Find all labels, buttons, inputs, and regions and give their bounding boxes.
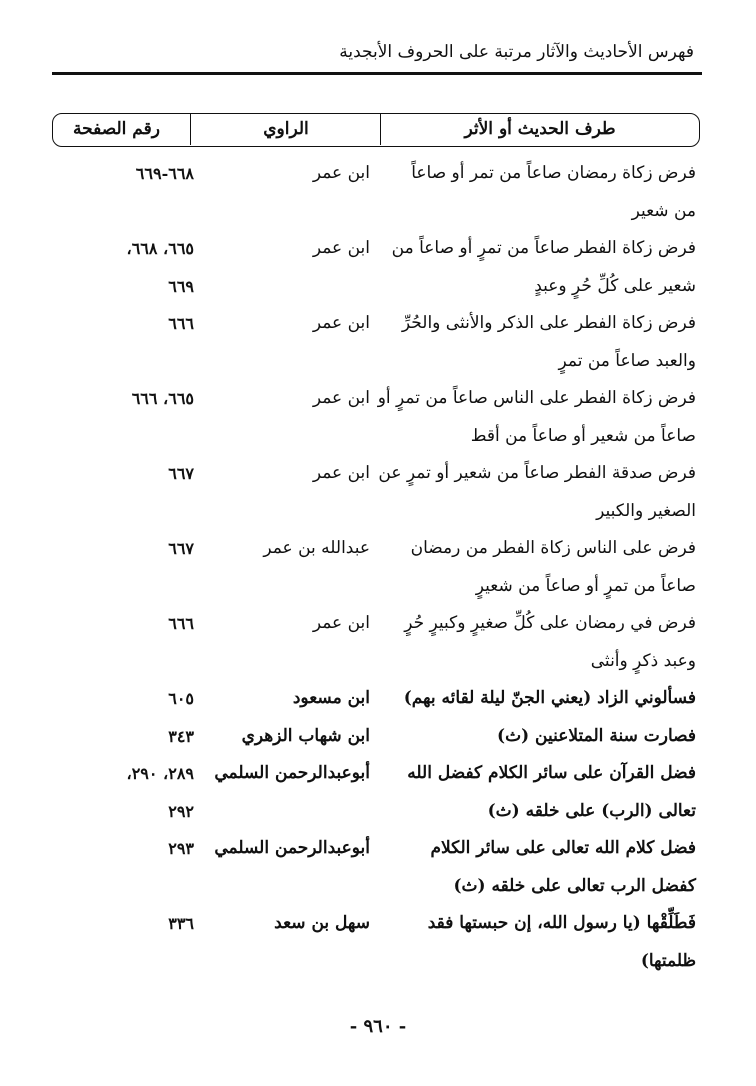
table-row-line [52,680,700,718]
table-row-line [52,155,700,193]
table-row-line [52,830,700,868]
header-rule [52,72,702,75]
page-header-title: فهرس الأحاديث والآثار مرتبة على الحروف الأبجدية [339,42,694,62]
page-reference: ٦٦٧ [168,464,194,483]
table-row [52,305,700,380]
table-row-line [52,605,700,643]
hadith-text: ظلمتها) [640,950,696,971]
hadith-text: فرض على الناس زكاة الفطر من رمضان [410,538,696,558]
narrator-name: أبوعبدالرحمن السلمي [214,838,370,858]
hadith-text: فرض صدقة الفطر صاعاً من شعير أو تمرٍ عن [378,463,696,483]
hadith-text: الصغير والكبير [596,500,696,521]
table-row-line [52,268,700,306]
hadith-text: وعبد ذكرٍ وأنثى [590,650,696,671]
table-row-line [52,793,700,831]
narrator-name: أبوعبدالرحمن السلمي [214,763,370,783]
hadith-text: فصارت سنة المتلاعنين (ث) [497,725,696,746]
table-row-line [52,193,700,231]
hadith-text: كفضل الرب تعالى على خلقه (ث) [453,875,696,896]
narrator-name: ابن عمر [312,613,370,633]
table-row [52,830,700,905]
table-row-line [52,568,700,606]
index-table-body [52,155,700,980]
table-row [52,755,700,830]
narrator-name: ابن عمر [312,388,370,408]
narrator-name: سهل بن سعد [274,913,370,933]
hadith-text: تعالى (الرب) على خلقه (ث) [487,800,696,821]
table-row-line [52,643,700,681]
hadith-text: فرض زكاة الفطر على الذكر والأنثى والحُرِّ [401,313,696,333]
table-row [52,155,700,230]
table-row [52,530,700,605]
hadith-text: صاعاً من تمرٍ أو صاعاً من شعيرٍ [475,575,696,596]
table-row [52,605,700,680]
page-reference: ٦٦٦ [168,314,194,333]
narrator-name: عبدالله بن عمر [263,538,370,558]
column-header-hadith: طرف الحديث أو الأثر [380,114,699,145]
page-reference: ٣٤٣ [168,726,194,746]
table-row-line [52,380,700,418]
page-reference: ٦٦٩ [168,276,194,296]
page-reference: ٢٩٢ [168,801,194,821]
table-row-line [52,455,700,493]
column-header-narrator: الراوي [190,114,381,145]
page-reference: ٦٦٨-٦٦٩ [135,164,194,183]
table-row-line [52,718,700,756]
table-row-line [52,943,700,981]
table-row [52,230,700,305]
page-reference: ٦٠٥ [168,689,194,708]
narrator-name: ابن عمر [312,313,370,333]
hadith-text: فَطَلِّقْها (يا رسول الله، إن حبستها فقد [427,913,696,933]
table-row-line [52,305,700,343]
hadith-text: فضل القرآن على سائر الكلام كفضل الله [407,763,696,783]
page-number: - ٩٦٠ - [349,1016,407,1037]
page-reference: ٦٦٥، ٦٦٦ [131,389,194,408]
hadith-text: فرض زكاة الفطر صاعاً من تمرٍ أو صاعاً من [391,238,696,258]
hadith-text: فرض زكاة رمضان صاعاً من تمر أو صاعاً [411,163,696,183]
hadith-text: فرض في رمضان على كُلِّ صغيرٍ وكبيرٍ حُرٍ [404,613,696,633]
table-row-line [52,493,700,531]
narrator-name: ابن عمر [312,163,370,183]
table-header [52,113,700,147]
page-reference: ٣٣٦ [168,914,194,933]
narrator-name: ابن مسعود [292,688,370,708]
hadith-text: من شعير [631,200,696,221]
table-row-line [52,418,700,456]
narrator-name: ابن عمر [312,463,370,483]
hadith-text: صاعاً من شعير أو صاعاً من أقط [470,425,696,446]
table-row [52,905,700,980]
hadith-text: فسألوني الزاد (يعني الجنّ ليلة لقائه بهم) [403,688,696,708]
table-row [52,380,700,455]
table-row [52,680,700,718]
hadith-text: والعبد صاعاً من تمرٍ [558,350,696,371]
column-header-page: رقم الصفحة [73,119,160,139]
table-row-line [52,868,700,906]
page-reference: ٦٦٧ [168,539,194,558]
table-row-line [52,755,700,793]
table-row-line [52,230,700,268]
table-row [52,718,700,756]
table-row [52,455,700,530]
table-row-line [52,343,700,381]
table-row-line [52,530,700,568]
hadith-text: فرض زكاة الفطر على الناس صاعاً من تمرٍ أو [377,388,696,408]
hadith-text: شعير على كُلِّ حُرٍ وعبدٍ [534,275,696,296]
page-reference: ٦٦٥، ٦٦٨، [126,239,194,258]
page-reference: ٢٩٣ [168,839,194,858]
narrator-name: ابن شهاب الزهري [241,725,370,746]
narrator-name: ابن عمر [312,238,370,258]
hadith-text: فضل كلام الله تعالى على سائر الكلام [430,838,696,858]
table-row-line [52,905,700,943]
page-reference: ٦٦٦ [168,614,194,633]
page-reference: ٢٨٩، ٢٩٠، [126,764,194,783]
